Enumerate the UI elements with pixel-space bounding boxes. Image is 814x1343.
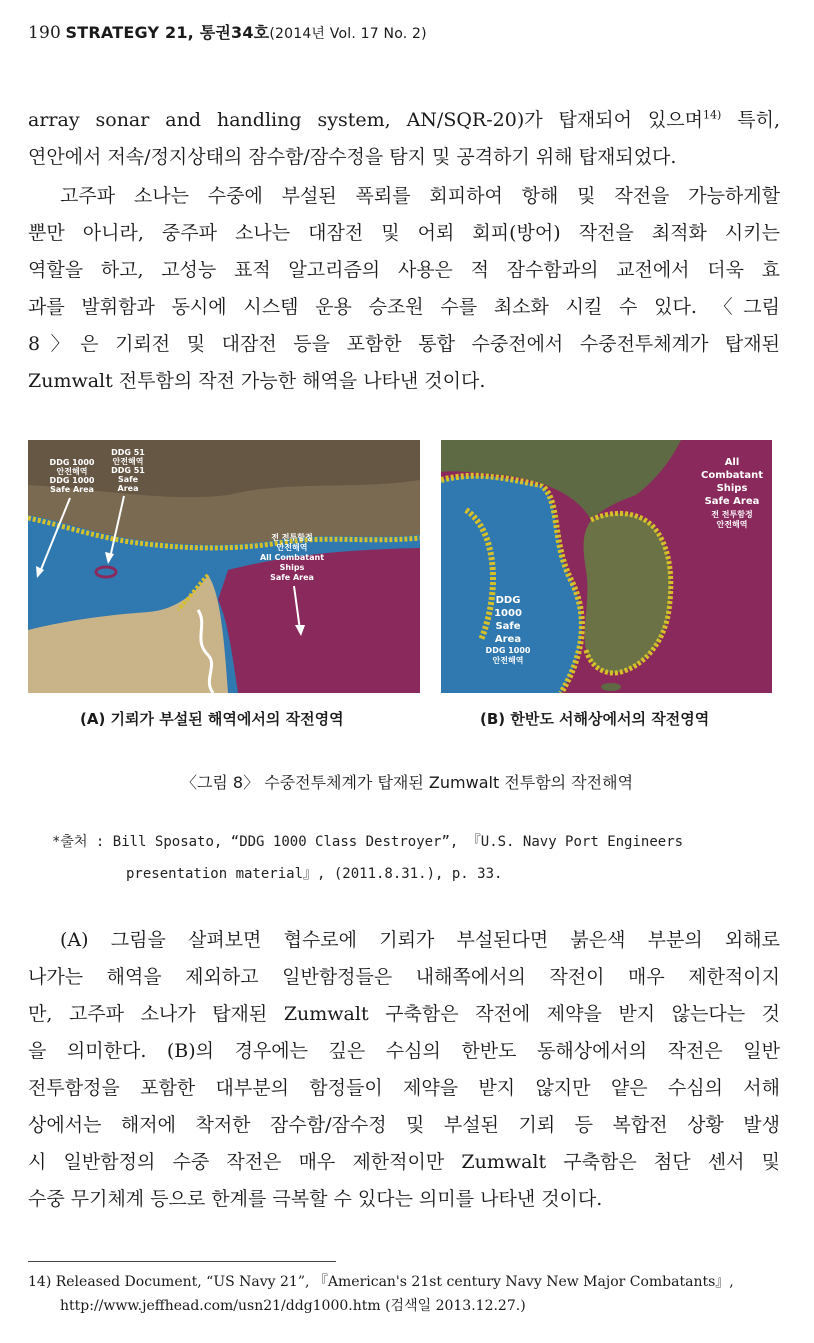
text-line: Zumwalt 전투함의 작전 가능한 해역을 나타낸 것이다.: [28, 370, 486, 392]
footnote-divider: [28, 1261, 336, 1262]
figure-panel-a: [28, 440, 420, 693]
source-line: presentation material』, (2011.8.31.), p. 33.: [126, 866, 503, 882]
running-header: [28, 20, 427, 43]
source-line: *출처 : Bill Sposato, “DDG 1000 Class Destroyer”, 『U.S. Navy Port Engineers: [52, 834, 684, 850]
text-line: 시 일반함정의 수중 작전은 매우 제한적이만 Zumwalt 구축함은 첨단 센서 및: [28, 1151, 780, 1173]
svg-text:DDG 51: DDG 51: [111, 448, 145, 457]
svg-text:안전해역: 안전해역: [56, 467, 88, 476]
svg-text:Ships: Ships: [279, 563, 305, 572]
svg-text:Safe Area: Safe Area: [704, 496, 760, 507]
footnote-line: 14) Released Document, “US Navy 21”, 『American's 21st century Navy New Major Combatants』,: [28, 1274, 734, 1290]
svg-text:안전해역: 안전해역: [492, 656, 524, 665]
svg-text:Safe: Safe: [495, 621, 521, 632]
svg-text:DDG 1000: DDG 1000: [49, 476, 95, 485]
svg-text:Ships: Ships: [716, 483, 748, 494]
footnote-reference[interactable]: 14): [702, 108, 722, 122]
text-line: 을 의미한다. (B)의 경우에는 깊은 수심의 한반도 동해상에서의 작전은 일반: [28, 1040, 780, 1062]
caption-panel-b: (B) 한반도 서해상에서의 작전영역: [480, 710, 710, 728]
svg-text:DDG 1000: DDG 1000: [49, 458, 95, 467]
svg-text:안전해역: 안전해역: [276, 543, 308, 552]
figure-source: [52, 826, 782, 890]
svg-text:All: All: [724, 457, 740, 468]
svg-text:Area: Area: [494, 634, 522, 645]
text-line: 수중 무기체계 등으로 한계를 극복할 수 있다는 의미를 나타낸 것이다.: [28, 1188, 603, 1210]
paragraph-2: [28, 178, 780, 400]
journal-name: STRATEGY 21, 통권34호: [65, 23, 270, 42]
text-line: 고주파 소나는 수중에 부설된 폭뢰를 회피하여 항해 및 작전을 가능하게할: [60, 185, 780, 207]
text-line: 8〉은 기뢰전 및 대잠전 등을 포함한 통합 수중전에서 수중전투체계가 탑재된: [28, 333, 780, 355]
map-persian-gulf: [28, 440, 420, 693]
caption-panel-a: (A) 기뢰가 부설된 해역에서의 작전영역: [80, 710, 344, 728]
svg-text:DDG 51: DDG 51: [111, 466, 145, 475]
svg-text:DDG: DDG: [495, 595, 521, 606]
text-line: 나가는 해역을 제외하고 일반함정들은 내해쪽에서의 작전이 매우 제한적이지: [28, 966, 780, 988]
text-line: 연안에서 저속/정지상태의 잠수함/잠수정을 탐지 및 공격하기 위해 탑재되었다.: [28, 146, 677, 168]
text-line: 뿐만 아니라, 중주파 소나는 대잠전 및 어뢰 회피(방어) 작전을 최적화 시키는: [28, 222, 780, 244]
label-ddg1000: [50, 458, 95, 494]
svg-text:DDG 1000: DDG 1000: [485, 646, 531, 655]
svg-text:All Combatant: All Combatant: [259, 553, 325, 562]
svg-text:Combatant: Combatant: [701, 470, 763, 481]
svg-text:안전해역: 안전해역: [716, 520, 748, 529]
paragraph-3: [28, 922, 780, 1218]
svg-text:Area: Area: [117, 484, 139, 493]
footnote-url[interactable]: http://www.jeffhead.com/usn21/ddg1000.htm (검색일 2013.12.27.): [60, 1298, 526, 1314]
text-line: 상에서는 해저에 착저한 잠수함/잠수정 및 부설된 기뢰 등 복합전 상황 발생: [28, 1114, 780, 1136]
text-line: array sonar and handling system, AN/SQR-20)가 탑재되어 있으며$^{14)}$ 특히,: [28, 108, 780, 131]
svg-text:Safe Area: Safe Area: [50, 485, 94, 494]
svg-text:1000: 1000: [494, 608, 522, 619]
svg-text:전 전투함정: 전 전투함정: [271, 533, 313, 542]
svg-text:Safe: Safe: [117, 475, 139, 484]
text-line: 과를 발휘함과 동시에 시스템 운용 승조원 수를 최소화 시킬 수 있다. 〈그림: [28, 296, 780, 318]
red-zone: [218, 548, 420, 693]
page-number: 190: [28, 23, 62, 43]
map-korean-peninsula: [441, 440, 772, 693]
svg-text:안전해역: 안전해역: [112, 457, 144, 466]
text-line: 만, 고주파 소나가 탑재된 Zumwalt 구축함은 작전에 제약을 받지 않는다는 것: [28, 1003, 780, 1025]
footnote: [28, 1270, 788, 1318]
text-line: 전투함정을 포함한 대부분의 함정들이 제약을 받지 않지만 얕은 수심의 서해: [28, 1077, 780, 1099]
figure-panel-b: [441, 440, 772, 693]
text-line: (A) 그림을 살펴보면 협수로에 기뢰가 부설된다면 붉은색 부분의 외해로: [60, 929, 780, 951]
journal-volume: (2014년 Vol. 17 No. 2): [269, 26, 427, 42]
svg-text:Safe Area: Safe Area: [270, 573, 314, 582]
figure-title: 〈그림 8〉 수중전투체계가 탑재된 Zumwalt 전투함의 작전해역: [180, 773, 634, 792]
text-line: 역할을 하고, 고성능 표적 알고리즘의 사용은 적 잠수함과의 교전에서 더욱 효: [28, 259, 780, 281]
svg-text:전 전투함정: 전 전투함정: [711, 510, 753, 519]
paragraph-1: [28, 102, 780, 176]
